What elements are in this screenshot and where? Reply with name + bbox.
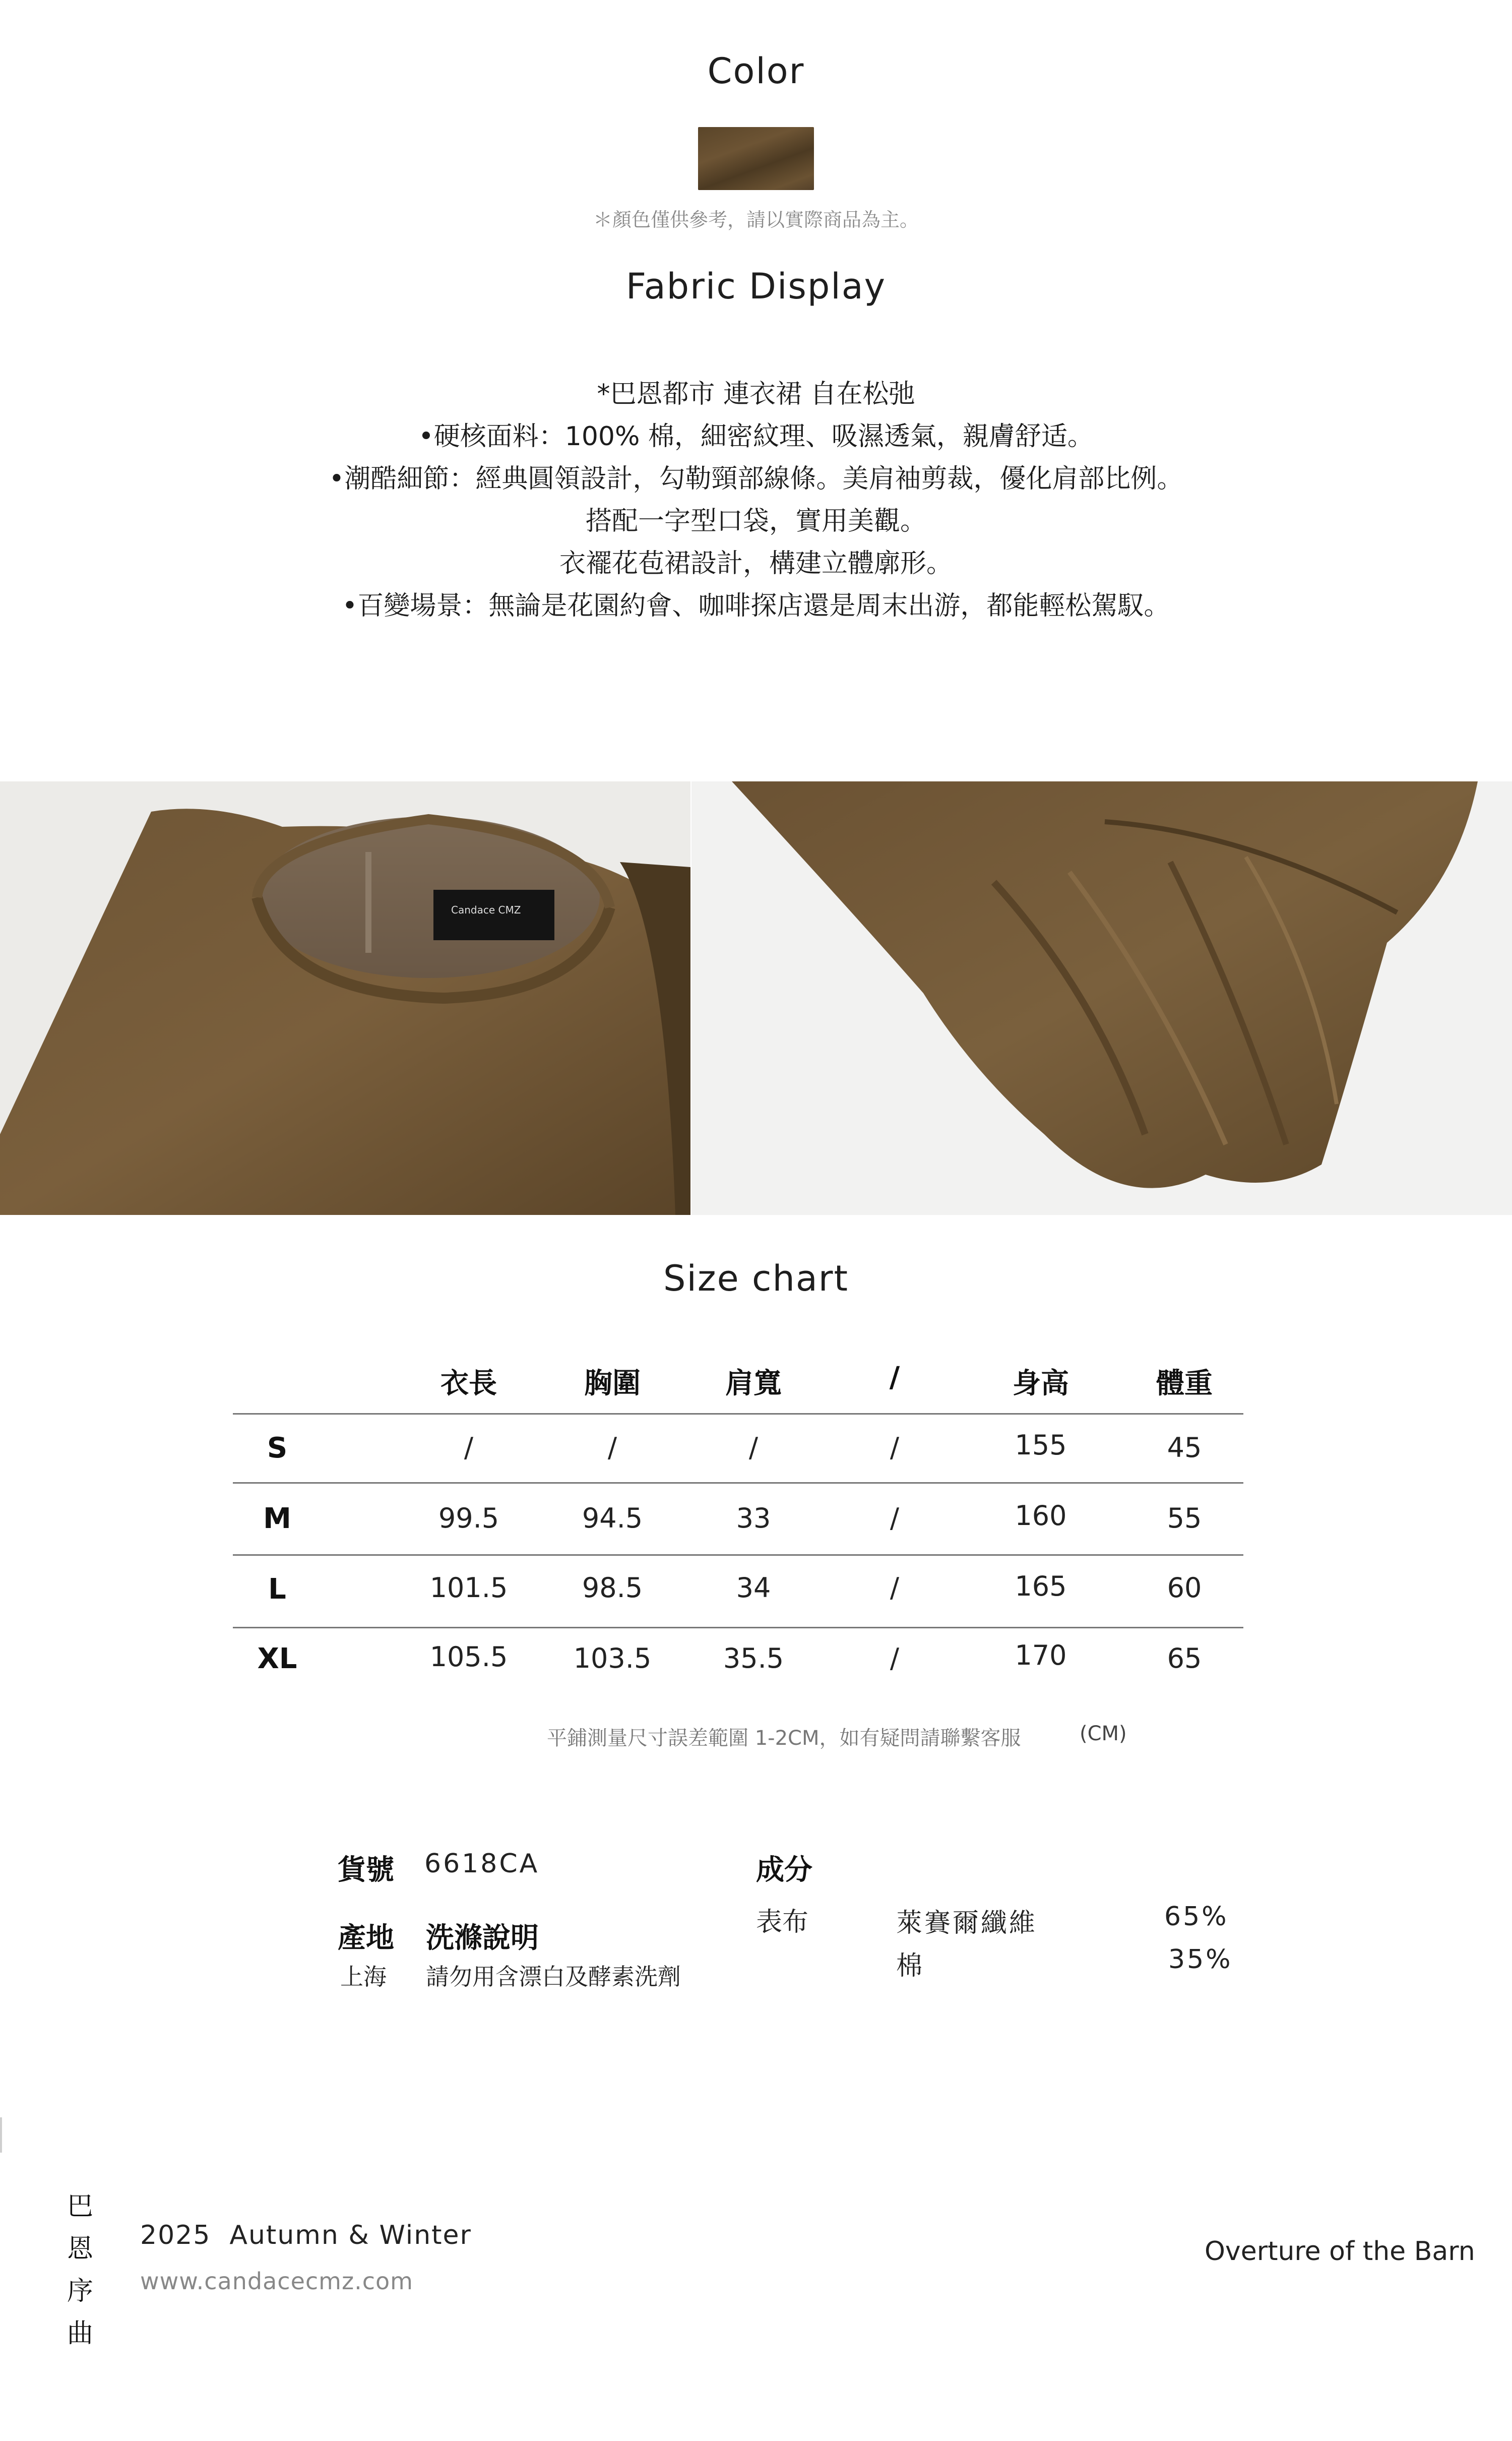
- row-size-s: S: [267, 1432, 288, 1464]
- table-divider: [233, 1482, 1243, 1484]
- table-divider: [233, 1554, 1243, 1556]
- item-no-value: 6618CA: [424, 1849, 540, 1879]
- origin-value: 上海: [340, 1963, 387, 1990]
- title-char: 序: [67, 2276, 93, 2306]
- cell: 99.5: [438, 1502, 499, 1534]
- neckline-photo: [0, 781, 690, 1215]
- size-note: 平鋪測量尺寸誤差範圍 1-2CM，如有疑問請聯繫客服: [547, 1727, 1021, 1750]
- header-shoulder: 肩寬: [725, 1367, 782, 1400]
- desc-line-1: *巴恩都市 連衣裙 自在松弛: [597, 379, 915, 409]
- cell: 45: [1167, 1432, 1202, 1463]
- label-text: Candace CMZ: [451, 904, 521, 916]
- cell: 170: [1015, 1639, 1067, 1671]
- material-pct: 35%: [1168, 1944, 1233, 1975]
- cell: 103.5: [573, 1642, 652, 1674]
- cell: 35.5: [723, 1642, 784, 1674]
- cell: 155: [1015, 1429, 1067, 1461]
- origin-label: 產地: [338, 1922, 394, 1955]
- collection-name: Overture of the Barn: [1205, 2236, 1475, 2267]
- header-weight: 體重: [1156, 1367, 1213, 1400]
- cell: /: [748, 1432, 759, 1463]
- composition-label: 成分: [756, 1854, 812, 1886]
- vertical-title: [62, 2185, 98, 2355]
- row-size-m: M: [263, 1502, 291, 1535]
- wash-value: 請勿用含漂白及酵素洗劑: [426, 1963, 681, 1990]
- size-chart-title: Size chart: [663, 1258, 849, 1299]
- cell: 65: [1167, 1642, 1202, 1674]
- header-slash: /: [889, 1361, 900, 1394]
- title-char: 恩: [67, 2234, 93, 2264]
- desc-line-2: •硬核面料：100% 棉，細密紋理、吸濕透氣，親膚舒适。: [418, 421, 1094, 452]
- cell: 60: [1167, 1572, 1202, 1604]
- title-char: 曲: [67, 2318, 93, 2349]
- color-note: ＊顏色僅供參考，請以實際商品為主。: [593, 209, 919, 231]
- item-no-label: 貨號: [338, 1854, 394, 1886]
- cell: 98.5: [582, 1572, 643, 1604]
- cell: 33: [736, 1502, 771, 1534]
- table-divider: [233, 1413, 1243, 1415]
- cell: /: [890, 1572, 900, 1604]
- hem-image: [691, 781, 1512, 1215]
- color-title: Color: [707, 50, 805, 92]
- color-swatch[interactable]: [698, 127, 814, 190]
- website-link[interactable]: www.candacecmz.com: [140, 2268, 413, 2295]
- wash-label: 洗滌說明: [426, 1922, 539, 1955]
- material-name: 萊賽爾纖維: [896, 1908, 1038, 1938]
- fabric-title: Fabric Display: [625, 266, 887, 307]
- header-length: 衣長: [440, 1367, 497, 1400]
- header-chest: 胸圍: [584, 1367, 641, 1400]
- row-size-xl: XL: [257, 1642, 297, 1675]
- cell: /: [607, 1432, 617, 1463]
- fabric-label: 表布: [756, 1907, 809, 1937]
- cell: /: [890, 1642, 900, 1674]
- desc-line-6: •百變場景：無論是花園約會、咖啡探店還是周末出游，都能輕松駕馭。: [342, 591, 1170, 621]
- cell: 160: [1015, 1500, 1067, 1532]
- cell: 105.5: [429, 1641, 508, 1673]
- hem-photo: [691, 781, 1512, 1215]
- material-pct: 65%: [1164, 1902, 1229, 1932]
- desc-line-4: 搭配一字型口袋，實用美觀。: [585, 506, 926, 536]
- season-text: 2025 Autumn & Winter: [140, 2220, 472, 2250]
- size-unit: (CM): [1080, 1722, 1127, 1745]
- row-size-l: L: [268, 1573, 286, 1606]
- cell: 101.5: [429, 1572, 508, 1604]
- cell: 34: [736, 1572, 771, 1604]
- cell: 94.5: [582, 1502, 643, 1534]
- desc-line-3: •潮酷細節：經典圓領設計，勾勒頸部線條。美肩袖剪裁，優化肩部比例。: [329, 464, 1183, 494]
- cell: /: [464, 1432, 474, 1463]
- table-divider: [233, 1627, 1243, 1628]
- title-char: 巴: [67, 2191, 93, 2222]
- cell: /: [890, 1432, 900, 1463]
- cell: 55: [1167, 1502, 1202, 1534]
- fabric-description: [0, 373, 1512, 627]
- edge-mark: [0, 2117, 2, 2153]
- cell: /: [890, 1502, 900, 1534]
- header-height: 身高: [1013, 1367, 1069, 1400]
- desc-line-5: 衣襬花苞裙設計，構建立體廓形。: [559, 548, 953, 579]
- cell: 165: [1015, 1570, 1067, 1602]
- neckline-image: [0, 781, 690, 1215]
- material-name: 棉: [896, 1951, 925, 1981]
